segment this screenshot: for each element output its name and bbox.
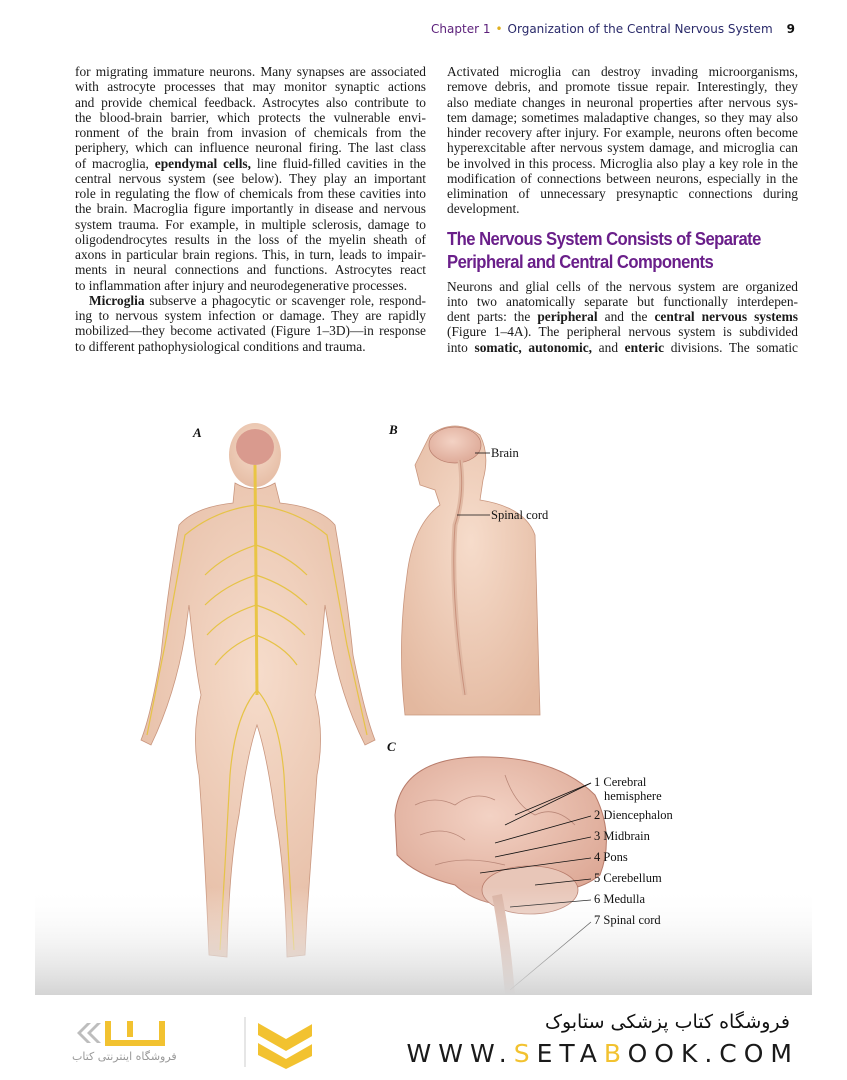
text-run: into two anatomically separate but functionally interdepen- (447, 293, 798, 309)
text-run: modification of connections between neurons, especially in the (447, 170, 798, 186)
text-line (75, 232, 426, 247)
text-run: ronment of the brain from invasion of chemicals from the (75, 125, 426, 140)
text-run: elimination of unnecessary presynaptic connections during (447, 186, 798, 201)
label-number: 2 (594, 808, 601, 822)
text-run: dent parts: the (447, 309, 538, 324)
chapter-title: Organization of the Central Nervous System (507, 22, 773, 36)
url-part: S (513, 1039, 537, 1068)
text-run: development. (447, 201, 520, 217)
label-spinal-cord: Spinal cord (491, 508, 549, 522)
text-run: remove debris, and promote tissue repair. Interestingly, they (447, 79, 798, 95)
text-line (75, 201, 426, 216)
text-run: and the (597, 309, 655, 324)
text-run: into (447, 339, 475, 355)
text-line (447, 186, 798, 201)
label-text: Medulla (603, 892, 646, 906)
bold-term: autonomic, (528, 339, 593, 355)
store-url[interactable] (407, 1039, 799, 1068)
text-line (75, 79, 426, 94)
label-text-cont: hemisphere (604, 789, 662, 803)
label-text: Cerebellum (603, 871, 662, 885)
text-run: be involved in this process. Microglia also play a key role in the (447, 155, 798, 171)
text-run: Neurons and glial cells of the nervous system are organized (447, 278, 798, 294)
text-line (447, 140, 798, 155)
label-text: Cerebral (603, 775, 647, 789)
text-run: tem damage; sometimes maladaptive changes, so they may also (447, 109, 798, 125)
text-line (447, 340, 798, 355)
text-line (447, 95, 798, 110)
text-run: hinder recovery after injury. For example, neurons often become (447, 125, 798, 140)
text-line (447, 201, 798, 216)
text-run: the brain. Macroglia figure importantly in disease and nervous (75, 201, 426, 217)
brain-part-label (594, 871, 662, 885)
figure-illustration (35, 395, 812, 995)
url-part: ETA (536, 1039, 604, 1068)
page-number: 9 (786, 22, 795, 36)
text-run: subserve a phagocytic or scavenger role, respond- (144, 292, 426, 308)
text-line (447, 125, 798, 140)
text-line (447, 279, 798, 294)
brain-part-label (594, 892, 645, 906)
text-line (447, 64, 798, 79)
footer-banner (0, 995, 847, 1080)
label-brain: Brain (491, 446, 519, 460)
text-run: line fluid-filled cavities in the (250, 155, 427, 171)
text-line (447, 294, 798, 309)
text-run: for migrating immature neurons. Many synapses are associated (75, 64, 426, 79)
logo-subtitle: فروشگاه اینترنتی کتاب (72, 1050, 177, 1063)
label-number: 1 (594, 775, 601, 789)
text-run: axons in particular brain regions. This, in turn, leads to impair- (75, 247, 426, 262)
text-line (75, 125, 426, 140)
url-part: OOK.COM (627, 1039, 799, 1068)
chapter-label: Chapter 1 (431, 22, 491, 36)
right-paragraph-top (447, 64, 798, 217)
text-run: to different pathophysiological conditions and trauma. (75, 338, 366, 354)
text-line (447, 156, 798, 171)
text-line (75, 95, 426, 110)
text-run: and (592, 339, 625, 355)
brain-part-label (594, 850, 628, 864)
panel-label-c: C (387, 739, 396, 754)
section-heading-line1: The Nervous System Consists of Separate (447, 227, 761, 249)
text-run: ments in neural connections and functions. Astrocytes react (75, 262, 426, 278)
bold-term: enteric (624, 339, 665, 355)
text-line (447, 79, 798, 94)
text-line (75, 247, 426, 262)
text-line (75, 339, 426, 354)
right-column (447, 64, 798, 355)
text-line (75, 278, 426, 293)
right-paragraph-bottom (447, 279, 798, 355)
text-run: system trauma. For example, in multiple sclerosis, damage to (75, 216, 426, 232)
label-number: 7 (594, 913, 601, 927)
section-heading (447, 227, 763, 273)
section-heading-line2: Peripheral and Central Components (447, 250, 714, 272)
text-run: central nervous system (see below). They play an important (75, 170, 426, 186)
panel-label-b: B (389, 422, 398, 437)
text-run: divisions. The somatic (664, 339, 798, 355)
brain-part-label (594, 913, 661, 927)
bold-term: ependymal cells, (154, 155, 251, 171)
text-run: hyperexcitable after nervous system damage, and microglia can (447, 140, 798, 156)
label-text: Spinal cord (603, 913, 661, 927)
text-run: also mediate changes in neuronal properties after nervous sys- (447, 94, 798, 110)
text-run: the blood-brain barrier, which protects the vulnerable envi- (75, 109, 426, 125)
text-run: and provide chemical feedback. Astrocytes also contribute to (75, 94, 426, 110)
bold-term: somatic, (474, 339, 522, 355)
store-name: فروشگاه کتاب پزشکی ستابوک (544, 1011, 790, 1033)
brain-part-label (594, 775, 662, 803)
text-run: role in regulating the flow of chemicals from these cavities into (75, 186, 426, 201)
label-text: Pons (603, 850, 628, 864)
bold-term: Microglia (89, 292, 145, 308)
left-column (75, 64, 426, 354)
text-line (75, 156, 426, 171)
bold-term: central nervous systems (654, 309, 798, 324)
label-number: 5 (594, 871, 601, 885)
text-run: ing to nervous system infection or damage. They are rapidly (75, 308, 426, 323)
label-number: 3 (594, 829, 601, 843)
brain-part-label (594, 808, 673, 822)
text-run: of macroglia, (75, 155, 155, 171)
text-run: to inflammation after injury and neurodegenerative processes. (75, 277, 408, 293)
text-run: mobilized—they become activated (Figure 1–3D)—in response (75, 323, 426, 339)
text-line (75, 171, 426, 186)
text-line (447, 110, 798, 125)
text-line (75, 262, 426, 277)
text-run: with astrocyte processes that may monitor synaptic actions (75, 79, 426, 95)
label-number: 6 (594, 892, 601, 906)
separator: • (495, 22, 503, 36)
figure-nervous-system (35, 395, 812, 995)
text-run: Activated microglia can destroy invading microorganisms, (447, 64, 798, 79)
text-line (75, 186, 426, 201)
text-line (75, 110, 426, 125)
text-run: periphery, which can influence neuronal firing. The last class (75, 140, 426, 156)
label-text: Midbrain (603, 829, 650, 843)
brain-part-label (594, 829, 650, 843)
text-line (75, 64, 426, 79)
text-run: oligodendrocytes results in the loss of the myelin sheath of (75, 231, 426, 247)
text-line (75, 217, 426, 232)
label-number: 4 (594, 850, 601, 864)
text-run: (Figure 1–4A). The peripheral nervous system is subdivided (447, 324, 798, 340)
url-part: B (603, 1039, 628, 1068)
text-line (447, 309, 798, 324)
label-text: Diencephalon (603, 808, 673, 822)
running-head (431, 22, 795, 36)
text-line (75, 140, 426, 155)
text-line (75, 293, 426, 308)
text-line (75, 308, 426, 323)
text-line (447, 171, 798, 186)
url-part: WWW. (406, 1039, 514, 1068)
text-line (447, 324, 798, 339)
panel-label-a: A (193, 425, 202, 440)
bold-term: peripheral (537, 309, 598, 324)
text-line (75, 323, 426, 338)
